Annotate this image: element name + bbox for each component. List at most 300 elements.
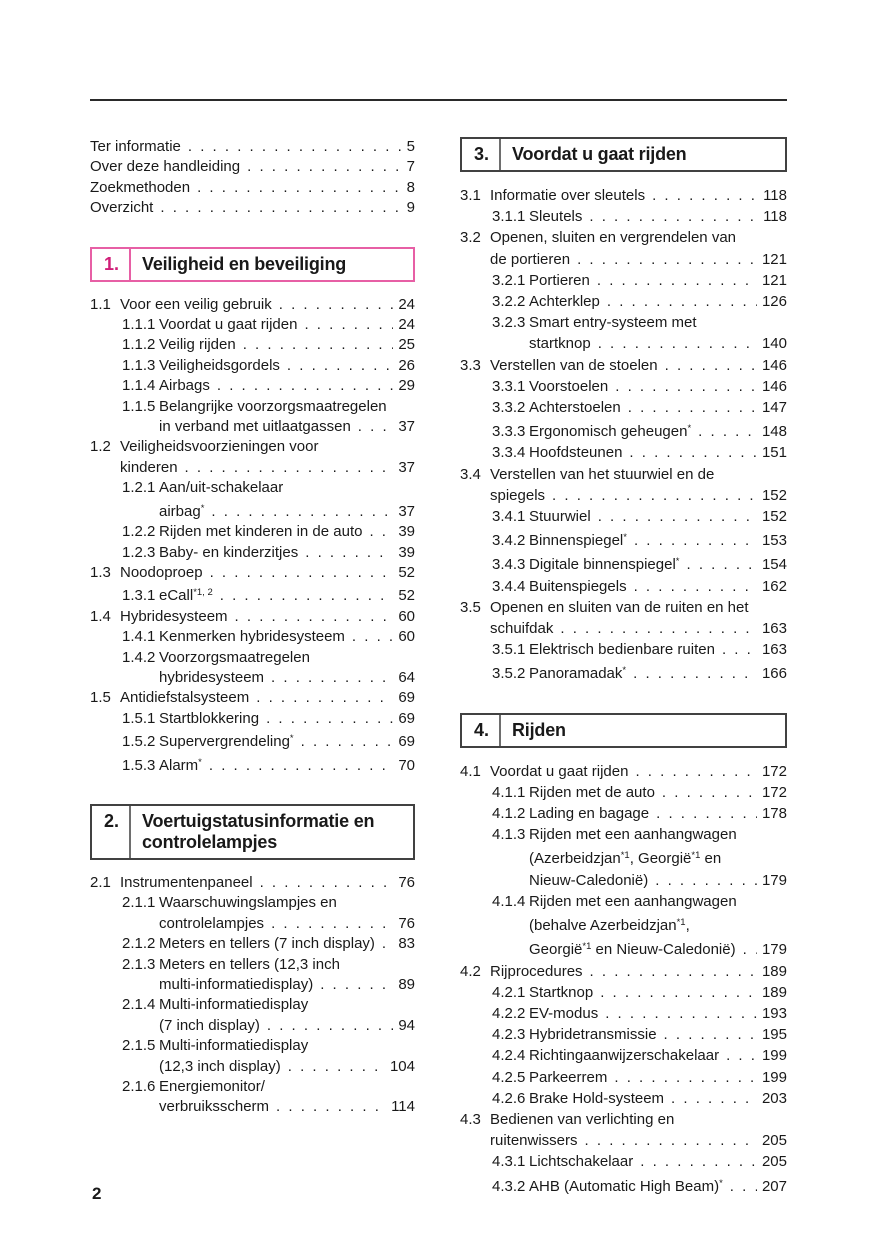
toc-entry [90, 356, 415, 376]
entry-page-number: 69 [398, 733, 415, 751]
entry-page-number: 179 [761, 871, 787, 889]
entry-number: 4.1.2 [492, 805, 526, 823]
toc-line [492, 576, 787, 597]
toc-line [492, 551, 787, 575]
entry-number: 3.3.1 [492, 377, 526, 395]
superscript-note: * [200, 502, 205, 514]
toc-line [90, 198, 415, 218]
dot-leader [560, 618, 757, 639]
entry-page-number: 94 [398, 1016, 415, 1034]
toc-entry [460, 982, 787, 1003]
toc-line [90, 607, 415, 627]
entry-number: 3.2.3 [492, 314, 526, 332]
dot-leader [635, 761, 757, 782]
entry-text: Zoekmethoden [90, 178, 191, 196]
chapter-title [501, 139, 694, 170]
entry-number: 1.4 [90, 607, 111, 625]
entry-text: Aan/uit-schakelaar [159, 479, 284, 497]
toc-line [492, 506, 787, 527]
toc-line [90, 688, 415, 708]
entry-page-number: 147 [761, 399, 787, 417]
entry-text: EV-modus [529, 1004, 599, 1022]
entry-page-number: 39 [398, 523, 415, 541]
toc-entry [90, 437, 415, 478]
toc-entry [460, 639, 787, 660]
entry-text: Alarm* [159, 756, 202, 774]
chapter-title-line: controlelampjes [142, 831, 278, 852]
dot-leader [600, 982, 757, 1003]
toc-entry [460, 576, 787, 597]
dot-leader [382, 934, 393, 954]
toc-line [492, 1173, 787, 1197]
dot-leader [605, 1003, 757, 1024]
toc-line [122, 1016, 415, 1036]
toc-line [122, 417, 415, 437]
entry-page-number: 24 [398, 316, 415, 334]
toc-entry [460, 761, 787, 782]
toc-entry [90, 178, 415, 198]
toc-line [492, 376, 787, 397]
entry-page-number: 148 [761, 423, 787, 441]
entry-page-number: 64 [398, 668, 415, 686]
toc-line [492, 312, 787, 333]
entry-page-number: 163 [761, 620, 787, 638]
entry-text: Meters en tellers (7 inch display) [159, 935, 375, 953]
entry-text: Energiemonitor/ [159, 1078, 265, 1096]
entry-page-number: 83 [398, 935, 415, 953]
entry-page-number: 153 [761, 532, 787, 550]
dot-leader [607, 291, 757, 312]
dot-leader [267, 1016, 393, 1036]
toc-line [492, 803, 787, 824]
chapter-number: 1. [104, 253, 120, 274]
entry-text: Startblokkering [159, 709, 260, 727]
dot-leader [664, 1024, 757, 1045]
dot-leader [188, 137, 402, 157]
entry-page-number: 193 [761, 1004, 787, 1022]
entry-number: 1.4.2 [122, 648, 156, 666]
toc-line [90, 295, 415, 315]
entry-number: 2.1.6 [122, 1078, 156, 1096]
entry-page-number: 146 [761, 377, 787, 395]
dot-leader [655, 870, 757, 891]
entry-text: (7 inch display) [159, 1016, 260, 1034]
toc-entry [90, 315, 415, 335]
toc-entry [90, 198, 415, 218]
toc-line [122, 934, 415, 954]
entry-text: Binnenspiegel* [529, 532, 627, 550]
toc-line [460, 227, 787, 248]
dot-leader [722, 639, 757, 660]
entry-page-number: 126 [761, 293, 787, 311]
entry-page-number: 7 [406, 158, 415, 176]
entry-number: 3.4.2 [492, 532, 526, 550]
toc-line [492, 870, 787, 891]
toc-entry [460, 270, 787, 291]
toc-line [122, 1057, 415, 1077]
entry-number: 4.2.2 [492, 1004, 526, 1022]
toc-entry [90, 478, 415, 522]
dot-leader [305, 543, 393, 563]
chapter-title [501, 715, 574, 746]
toc-section [90, 873, 415, 1118]
superscript-note: * [675, 556, 680, 568]
toc-section [90, 295, 415, 776]
entry-text: spiegels [490, 486, 546, 504]
toc-entry [90, 397, 415, 438]
entry-page-number: 118 [763, 187, 787, 204]
dot-leader [369, 522, 393, 542]
entry-text: Meters en tellers (12,3 inch [159, 955, 340, 973]
toc-line [492, 824, 787, 845]
toc-entry [460, 824, 787, 891]
dot-leader [597, 270, 757, 291]
entry-number: 1.5.3 [122, 756, 156, 774]
entry-number: 1.1.4 [122, 377, 156, 395]
toc-line [492, 291, 787, 312]
toc-entry [460, 1003, 787, 1024]
entry-page-number: 52 [398, 587, 415, 605]
entry-text: multi-informatiedisplay) [159, 976, 314, 993]
toc-line [122, 709, 415, 729]
entry-page-number: 37 [398, 418, 415, 436]
toc-entry [90, 729, 415, 752]
toc-entry [460, 1024, 787, 1045]
dot-leader [634, 576, 757, 597]
toc-columns [90, 137, 787, 1197]
dot-leader [260, 873, 394, 893]
entry-page-number: 179 [761, 941, 787, 959]
entry-number: 1.5.1 [122, 709, 156, 727]
toc-line [122, 335, 415, 355]
entry-text: startknop [529, 335, 591, 353]
entry-page-number: 118 [763, 208, 787, 226]
entry-text: Richtingaanwijzerschakelaar [529, 1047, 720, 1065]
dot-leader [577, 249, 757, 270]
toc-line [122, 315, 415, 335]
entry-text: (12,3 inch display) [159, 1057, 281, 1075]
dot-leader [211, 502, 393, 522]
entry-text: Achterklep [529, 293, 600, 311]
entry-text: Buitenspiegels [529, 577, 627, 595]
entry-page-number: 24 [398, 295, 415, 313]
dot-leader [698, 421, 757, 442]
entry-text: Hoofdsteunen [529, 444, 623, 462]
toc-line [122, 975, 415, 995]
toc-line [492, 845, 787, 869]
toc-line [492, 1045, 787, 1066]
chapter-title-line: Voordat u gaat rijden [512, 144, 687, 164]
dot-leader [271, 668, 393, 688]
toc-entry [90, 627, 415, 647]
dot-leader [287, 356, 393, 376]
chapter-number: 4. [474, 719, 490, 740]
dot-leader [235, 607, 394, 627]
dot-leader [243, 335, 394, 355]
toc-line [122, 499, 415, 522]
entry-text: Lading en bagage [529, 805, 650, 823]
dot-leader [730, 1176, 757, 1197]
entry-text: Ter informatie [90, 138, 181, 155]
entry-text: Achterstoelen [529, 399, 621, 417]
entry-text: Voordat u gaat rijden [159, 316, 298, 334]
dot-leader [615, 376, 757, 397]
dot-leader [301, 732, 394, 752]
dot-leader [628, 397, 757, 418]
entry-text: Parkeerrem [529, 1068, 608, 1086]
toc-entry [460, 464, 787, 506]
entry-page-number: 37 [398, 458, 415, 476]
entry-text: airbag* [159, 502, 205, 520]
toc-line [460, 1109, 787, 1130]
entry-text: Bedienen van verlichting en [490, 1110, 675, 1128]
entry-text: in verband met uitlaatgassen [159, 418, 351, 436]
toc-line [492, 1024, 787, 1045]
dot-leader [590, 961, 757, 982]
toc-entry [90, 563, 415, 583]
dot-leader [686, 554, 756, 575]
entry-text: Rijden met de auto [529, 783, 655, 801]
toc-column-left [90, 137, 415, 1197]
dot-leader [197, 178, 402, 198]
toc-line [460, 618, 787, 639]
toc-line [122, 648, 415, 668]
entry-page-number: 172 [761, 762, 787, 780]
entry-number: 1.3.1 [122, 587, 156, 605]
entry-number: 3.2.2 [492, 293, 526, 311]
dot-leader [256, 688, 393, 708]
toc-line [492, 1088, 787, 1109]
toc-line [492, 442, 787, 463]
dot-leader [217, 376, 393, 396]
toc-entry [460, 397, 787, 418]
toc-entry [460, 1109, 787, 1151]
toc-entry [460, 782, 787, 803]
entry-number: 4.1.1 [492, 783, 526, 801]
dot-leader [671, 1088, 757, 1109]
toc-line [90, 178, 415, 198]
toc-entry [460, 1067, 787, 1088]
entry-text: Openen en sluiten van de ruiten en het [490, 598, 749, 616]
toc-line [460, 1130, 787, 1151]
toc-line [122, 1077, 415, 1097]
dot-leader [614, 1067, 757, 1088]
entry-page-number: 166 [761, 665, 787, 683]
dot-leader [598, 506, 757, 527]
entry-text: Belangrijke voorzorgsmaatregelen [159, 397, 387, 415]
entry-number: 4.2.4 [492, 1047, 526, 1065]
chapter-heading-3 [460, 137, 787, 172]
entry-text: Voorstoelen [529, 377, 609, 395]
toc-line [460, 249, 787, 270]
toc-entry [460, 418, 787, 442]
dot-leader [589, 206, 758, 227]
chapter-number: 3. [474, 144, 490, 164]
dot-leader [247, 157, 402, 177]
toc-entry [460, 1151, 787, 1172]
entry-number: 3.1.1 [492, 208, 526, 226]
entry-text: Brake Hold-systeem [529, 1089, 665, 1107]
toc-line [492, 270, 787, 291]
toc-entry [460, 312, 787, 354]
toc-line [460, 961, 787, 982]
entry-text: Antidiefstalsysteem [120, 689, 250, 707]
dot-leader [352, 627, 393, 647]
dot-leader [288, 1057, 385, 1077]
entry-text: Nieuw-Caledonië) [529, 871, 649, 889]
dot-leader [652, 185, 758, 206]
entry-page-number: 29 [398, 377, 415, 395]
entry-text: Rijden met een aanhangwagen [529, 892, 737, 910]
toc-line [122, 914, 415, 934]
entry-page-number: 205 [761, 1153, 787, 1171]
toc-line [460, 355, 787, 376]
dot-leader [209, 756, 393, 776]
entry-number: 2.1.3 [122, 955, 156, 973]
toc-line [122, 627, 415, 647]
chapter-heading-4 [460, 713, 787, 748]
dot-leader [662, 782, 757, 803]
toc-entry [460, 355, 787, 376]
entry-number: 4.1 [460, 762, 481, 780]
entry-text: eCall$^{*1, 2}$ [159, 587, 213, 605]
entry-text: Informatie over sleutels [490, 187, 646, 204]
entry-number: 3.5.1 [492, 641, 526, 659]
entry-number: 4.2 [460, 962, 481, 980]
toc-line [122, 753, 415, 776]
toc-line [492, 639, 787, 660]
entry-number: 1.2 [90, 438, 111, 456]
toc-entry [460, 1173, 787, 1197]
entry-page-number: 25 [398, 336, 415, 354]
superscript-note: *1 [582, 941, 592, 953]
entry-number: 4.1.3 [492, 826, 526, 844]
dot-leader [271, 914, 393, 934]
dot-leader [185, 458, 394, 478]
superscript-note: * [687, 423, 692, 435]
entry-page-number: 89 [398, 976, 415, 993]
dot-leader [598, 333, 757, 354]
dot-leader [210, 563, 394, 583]
chapter-heading-1 [90, 247, 415, 282]
dot-leader [552, 485, 757, 506]
toc-entry [460, 442, 787, 463]
toc-line [122, 397, 415, 417]
toc-line [492, 397, 787, 418]
toc-line [492, 782, 787, 803]
toc-section [460, 761, 787, 1197]
toc-entry [460, 506, 787, 527]
entry-number: 4.2.3 [492, 1026, 526, 1044]
entry-page-number: 26 [398, 356, 415, 374]
toc-entry [460, 551, 787, 575]
entry-page-number: 152 [761, 508, 787, 526]
entry-text: Instrumentenpaneel [120, 873, 253, 891]
entry-text: Rijden met een aanhangwagen [529, 826, 737, 844]
entry-number: 4.3.1 [492, 1153, 526, 1171]
entry-number: 1.2.2 [122, 523, 156, 541]
entry-text: Overzicht [90, 199, 154, 217]
entry-text: AHB (Automatic High Beam)* [529, 1177, 723, 1195]
entry-page-number: 199 [761, 1068, 787, 1086]
toc-line [90, 873, 415, 893]
entry-text: de portieren [490, 250, 571, 268]
entry-page-number: 178 [761, 805, 787, 823]
toc-line [492, 891, 787, 912]
entry-number: 3.4.4 [492, 577, 526, 595]
toc-line [122, 376, 415, 396]
entry-text: controlelampjes [159, 914, 265, 932]
entry-page-number: 121 [761, 271, 787, 289]
toc-line [492, 660, 787, 684]
entry-page-number: 104 [389, 1057, 415, 1075]
header-rule [90, 99, 787, 101]
entry-page-number: 152 [761, 486, 787, 504]
entry-text: Ergonomisch geheugen* [529, 423, 692, 441]
entry-number: 1.2.3 [122, 543, 156, 561]
entry-text: Voordat u gaat rijden [490, 762, 629, 780]
superscript-note: * [623, 532, 627, 544]
toc-line [492, 912, 787, 936]
entry-text: Voor een veilig gebruik [120, 295, 272, 313]
entry-text: Portieren [529, 271, 590, 289]
entry-page-number: 146 [761, 356, 787, 374]
toc-entry [460, 227, 787, 269]
dot-leader [220, 586, 394, 606]
toc-line [122, 1036, 415, 1056]
dot-leader [633, 663, 757, 684]
dot-leader [266, 709, 393, 729]
entry-number: 4.3.2 [492, 1177, 526, 1195]
entry-text: Veilig rijden [159, 336, 236, 354]
toc-entry [460, 185, 787, 206]
dot-leader [629, 442, 757, 463]
toc-line [122, 893, 415, 913]
entry-number: 3.3.2 [492, 399, 526, 417]
dot-leader [320, 975, 393, 995]
entry-number: 1.5.2 [122, 733, 156, 751]
entry-text: verbruiksscherm [159, 1098, 270, 1116]
toc-entry [90, 583, 415, 606]
toc-line [122, 522, 415, 542]
toc-entry [460, 206, 787, 227]
entry-number: 3.5 [460, 598, 481, 616]
entry-page-number: 39 [398, 543, 415, 561]
toc-line [492, 527, 787, 551]
entry-text: Startknop [529, 983, 594, 1001]
toc-line [90, 137, 415, 157]
toc-entry [90, 1077, 415, 1118]
entry-number: 3.1 [460, 187, 481, 204]
toc-entry [90, 1036, 415, 1077]
toc-line [122, 583, 415, 606]
chapter-title-line: Veiligheid en beveiliging [142, 253, 347, 274]
entry-number: 1.1.5 [122, 397, 156, 415]
toc-line [492, 1003, 787, 1024]
toc-line [492, 333, 787, 354]
toc-entry [460, 660, 787, 684]
entry-number: 2.1.4 [122, 996, 156, 1014]
superscript-note: *1 [691, 850, 701, 862]
entry-page-number: 163 [761, 641, 787, 659]
dot-leader [276, 1097, 386, 1117]
toc-line [122, 955, 415, 975]
entry-page-number: 172 [761, 783, 787, 801]
toc-line [122, 729, 415, 752]
entry-text: Stuurwiel [529, 508, 591, 526]
entry-page-number: 69 [398, 689, 415, 707]
entry-number: 3.3.4 [492, 444, 526, 462]
